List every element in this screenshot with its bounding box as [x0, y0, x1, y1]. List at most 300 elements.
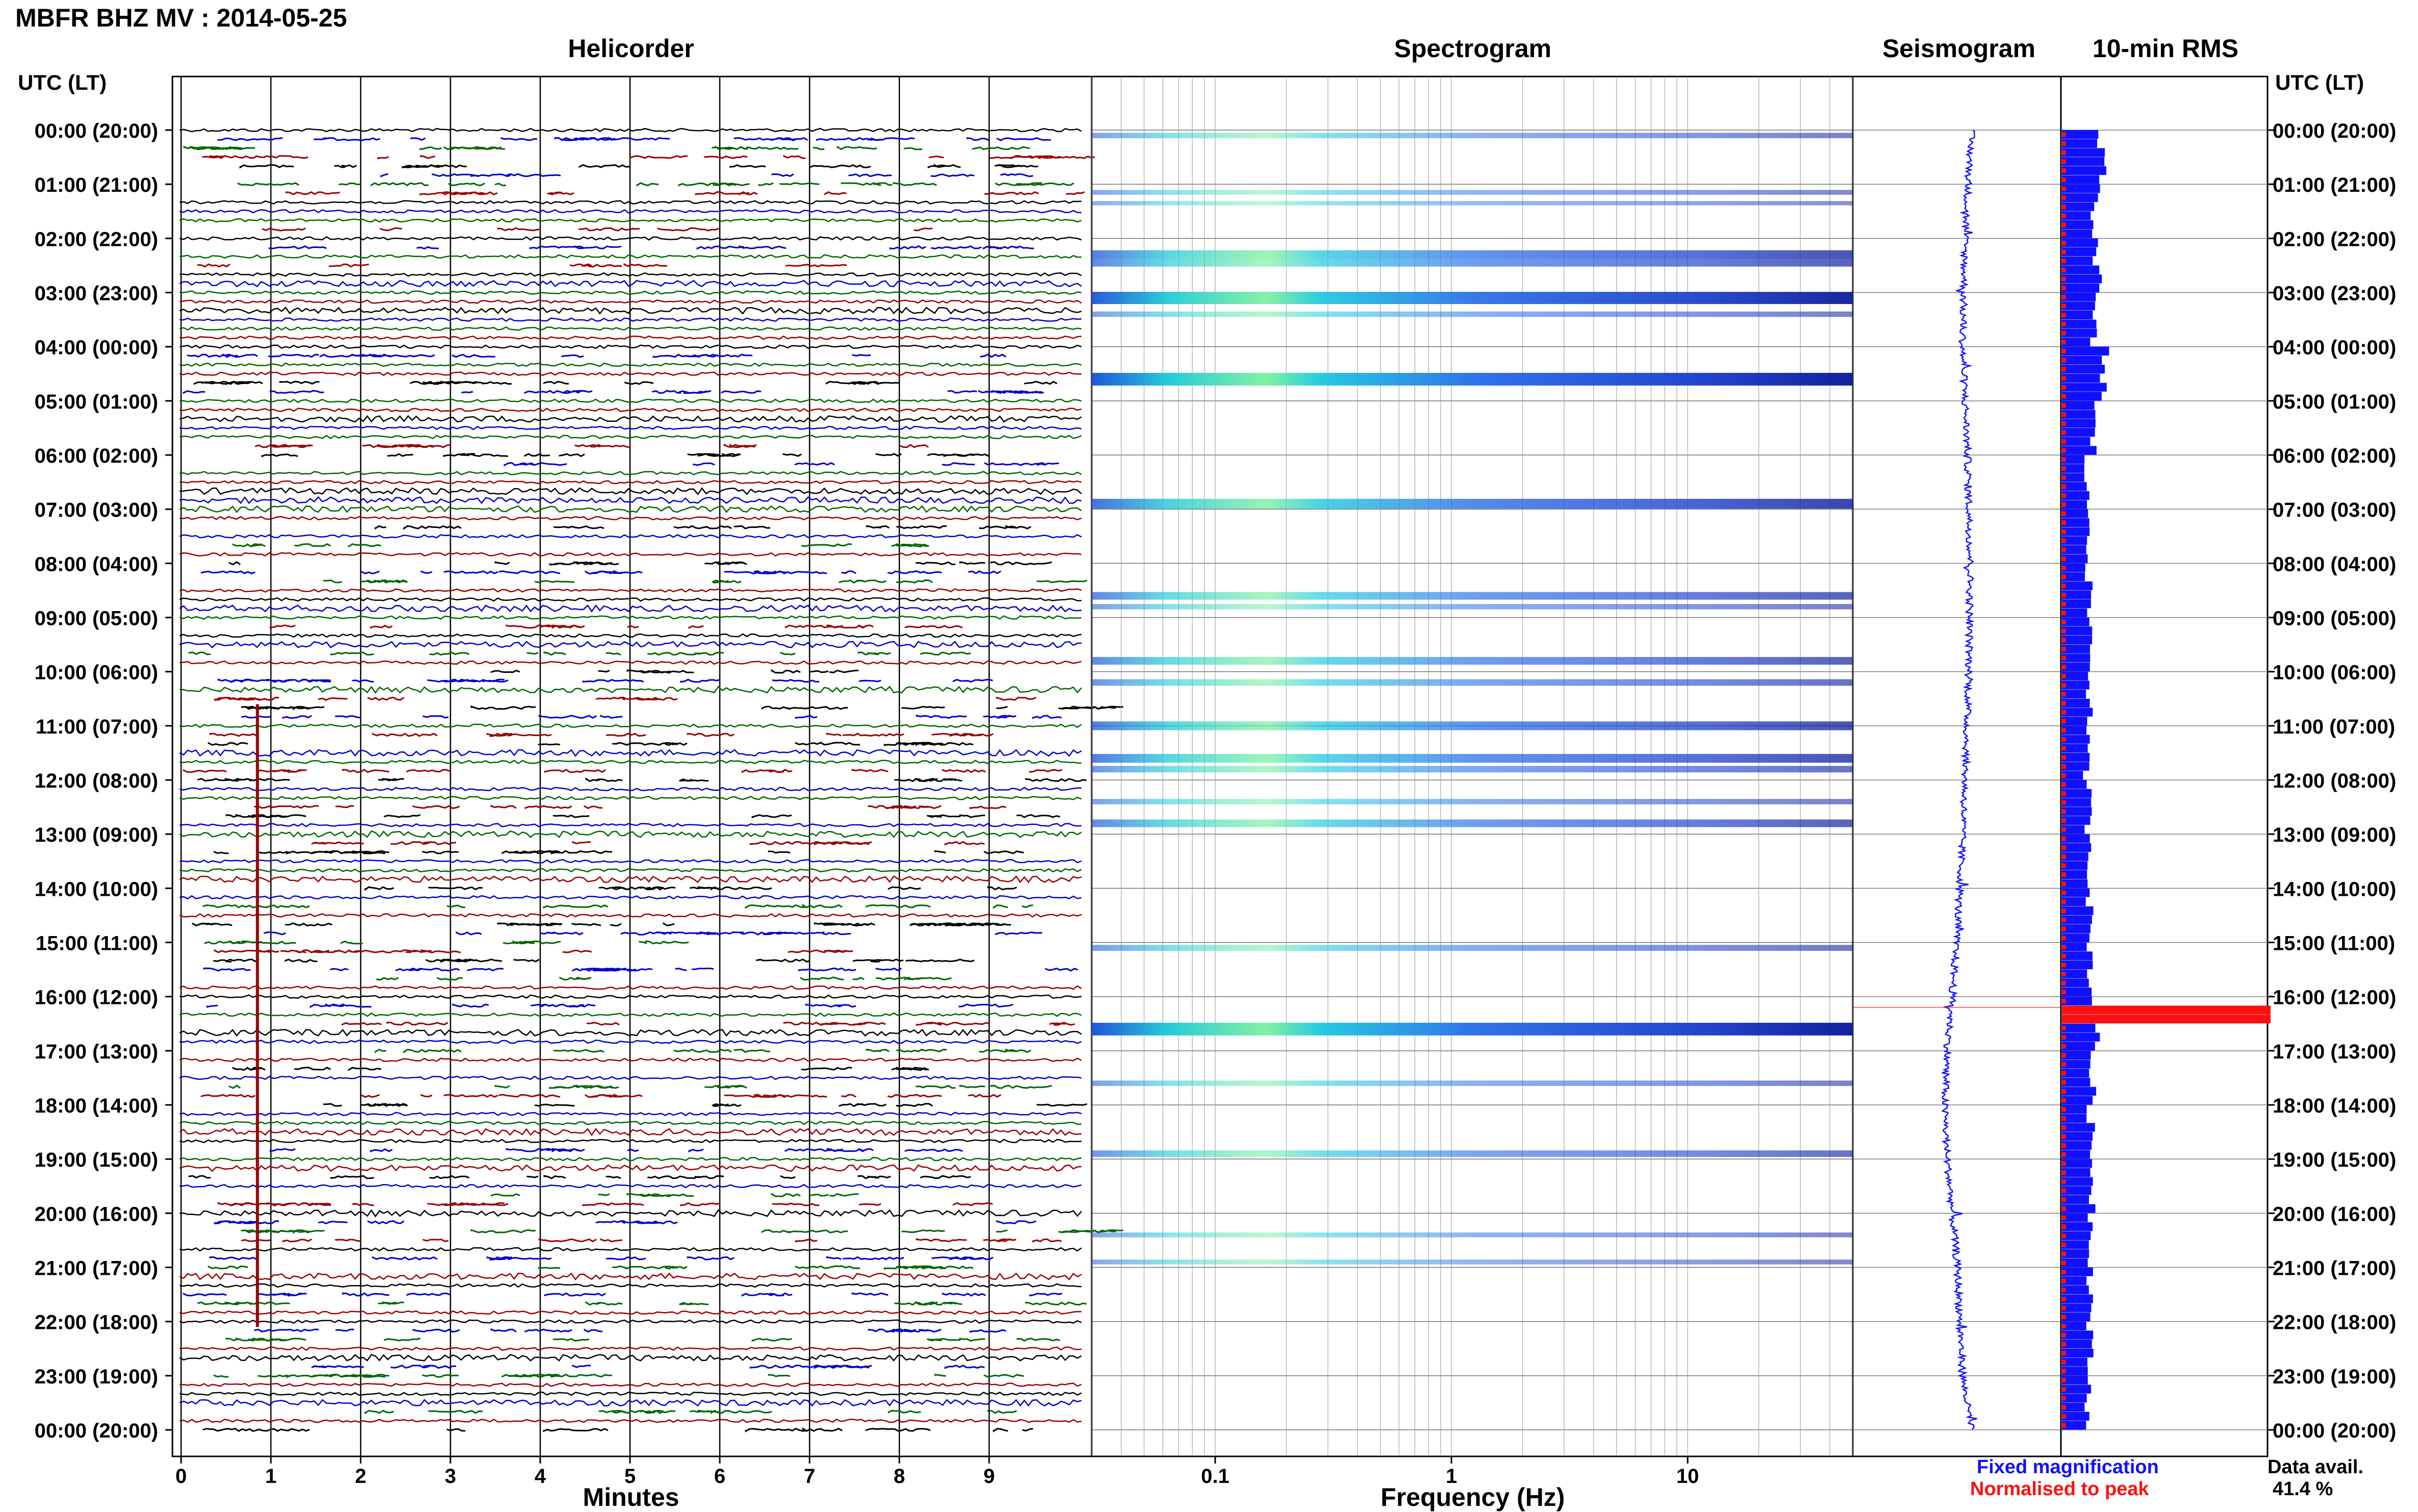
rms-normalised-bar: [2062, 1387, 2066, 1392]
seismogram-title: Seismogram: [1882, 34, 2036, 63]
utc-tick-right: 16:00 (12:00): [2273, 986, 2397, 1009]
helicorder-trace-segment: [449, 183, 485, 185]
rms-bar: [2062, 184, 2100, 193]
helicorder-trace-segment: [769, 1375, 790, 1376]
spectrogram-band: [1092, 312, 1853, 317]
helicorder-trace-segment: [799, 968, 856, 971]
helicorder-trace-segment: [269, 246, 326, 249]
helicorder-trace-segment: [674, 526, 732, 528]
rms-normalised-bar: [2062, 773, 2066, 778]
minute-tick-label: 3: [444, 1465, 457, 1488]
rms-normalised-bar: [2062, 1044, 2066, 1049]
rms-normalised-bar: [2062, 160, 2066, 164]
spectrogram-band: [1092, 679, 1853, 686]
helicorder-trace-segment: [371, 183, 429, 186]
rms-normalised-bar: [2062, 457, 2066, 462]
helicorder-trace-segment: [423, 851, 459, 853]
utc-tick-left: 01:00 (21:00): [34, 174, 158, 197]
helicorder-trace-segment: [786, 625, 843, 627]
helicorder-trace-segment: [853, 960, 903, 961]
rms-bar: [2062, 1340, 2092, 1348]
frequency-tick-label: 10: [1676, 1465, 1699, 1488]
helicorder-trace-segment: [499, 1095, 560, 1097]
utc-tick-right: 23:00 (19:00): [2273, 1365, 2397, 1388]
rms-bar: [2062, 130, 2098, 139]
rms-bar: [2062, 599, 2091, 608]
rms-normalised-bar: [2062, 421, 2066, 426]
helicorder-trace-segment: [674, 1049, 732, 1052]
helicorder-trace-segment: [860, 1204, 881, 1205]
rms-bar: [2062, 807, 2092, 816]
helicorder-trace-segment: [609, 138, 670, 140]
rms-bar: [2062, 166, 2106, 175]
rms-normalised-bar: [2062, 1405, 2066, 1409]
helicorder-trace-segment: [830, 1194, 859, 1196]
helicorder-trace-segment: [331, 652, 374, 655]
helicorder-trace-segment: [1026, 1302, 1087, 1304]
helicorder-trace-segment: [527, 653, 538, 654]
helicorder-trace-segment: [985, 463, 1046, 465]
helicorder-trace-segment: [280, 382, 319, 384]
helicorder-trace-segment: [1022, 1429, 1033, 1431]
spectrogram-band: [1092, 1080, 1853, 1086]
helicorder-trace-segment: [762, 1230, 791, 1232]
helicorder-trace-segment: [430, 1176, 469, 1178]
rms-bar: [2062, 789, 2092, 798]
rms-normalised-bar: [2062, 701, 2066, 705]
helicorder-trace-segment: [599, 670, 610, 672]
helicorder-trace-segment: [323, 138, 380, 140]
utc-tick-left: 00:00 (20:00): [34, 120, 158, 142]
utc-tick-left: 00:00 (20:00): [34, 1420, 158, 1442]
rms-bar: [2062, 1141, 2092, 1150]
helicorder-trace-segment: [843, 1257, 904, 1259]
rms-bar: [2062, 681, 2089, 689]
rms-bar: [2062, 247, 2096, 256]
rms-normalised-bar: [2062, 593, 2066, 597]
helicorder-trace-segment: [611, 924, 621, 926]
spectrogram-band: [1092, 1150, 1853, 1157]
rms-normalised-bar: [2062, 286, 2066, 290]
helicorder-trace-segment: [750, 1366, 790, 1368]
helicorder-trace-segment: [404, 1049, 461, 1052]
helicorder-trace-segment: [590, 562, 619, 564]
helicorder-trace-segment: [917, 1239, 967, 1242]
helicorder-trace-segment: [525, 1329, 572, 1332]
helicorder-trace-segment: [453, 1004, 489, 1007]
helicorder-trace-segment: [997, 707, 1008, 708]
rms-bar: [2062, 446, 2097, 455]
helicorder-trace-segment: [681, 1203, 720, 1205]
rms-bar: [2062, 1042, 2095, 1050]
helicorder-trace-segment: [560, 454, 585, 457]
rms-normalised-bar: [2062, 214, 2066, 218]
helicorder-trace-segment: [960, 815, 985, 817]
data-avail-label: Data avail.: [2268, 1456, 2363, 1478]
helicorder-trace-segment: [413, 1329, 460, 1332]
rms-normalised-bar: [2062, 692, 2066, 696]
utc-header-left: UTC (LT): [18, 70, 107, 94]
rms-normalised-bar: [2062, 1152, 2066, 1157]
rms-normalised-bar: [2062, 1279, 2066, 1283]
helicorder-trace-segment: [943, 1294, 986, 1296]
helicorder-trace-segment: [825, 192, 846, 194]
utc-tick-right: 22:00 (18:00): [2273, 1311, 2397, 1334]
helicorder-trace-segment: [897, 1049, 947, 1051]
helicorder-trace-segment: [452, 355, 495, 357]
helicorder-trace-segment: [495, 562, 510, 564]
helicorder-trace-segment: [914, 960, 974, 962]
helicorder-trace-segment: [795, 463, 835, 465]
helicorder-trace-segment: [420, 147, 442, 149]
spectrogram-band: [1092, 604, 1853, 610]
helicorder-trace-segment: [746, 1429, 807, 1431]
helicorder-trace-segment: [336, 716, 361, 718]
rms-bar: [2062, 518, 2089, 527]
helicorder-trace-segment: [773, 680, 819, 682]
rms-bar: [2062, 888, 2089, 897]
helicorder-trace-segment: [690, 888, 719, 889]
helicorder-trace-segment: [388, 454, 413, 456]
helicorder-trace-segment: [580, 165, 629, 167]
helicorder-trace-segment: [407, 770, 450, 772]
minute-tick-label: 9: [983, 1465, 995, 1488]
helicorder-trace-segment: [319, 698, 347, 700]
helicorder-trace-segment: [625, 382, 653, 384]
rms-normalised-bar: [2062, 881, 2066, 886]
rms-normalised-bar: [2062, 512, 2066, 516]
helicorder-trace-segment: [852, 1293, 888, 1295]
helicorder-trace-segment: [853, 978, 864, 979]
helicorder-trace-segment: [601, 716, 622, 718]
helicorder-trace-segment: [204, 968, 250, 971]
helicorder-trace-segment: [539, 716, 596, 718]
helicorder-trace-segment: [997, 138, 1051, 140]
helicorder-trace-segment: [876, 968, 901, 970]
helicorder-trace-segment: [889, 1410, 921, 1413]
utc-tick-right: 18:00 (14:00): [2273, 1095, 2397, 1117]
rms-normalised-bar: [2062, 854, 2066, 859]
rms-bar: [2062, 590, 2091, 599]
helicorder-trace-segment: [423, 1240, 448, 1242]
rms-bar: [2062, 961, 2093, 969]
helicorder-trace-segment: [814, 147, 824, 149]
rms-normalised-bar: [2062, 141, 2066, 146]
rms-normalised-bar: [2062, 638, 2066, 642]
rms-normalised-bar: [2062, 810, 2066, 814]
helicorder-trace-segment: [468, 969, 503, 971]
helicorder-trace-segment: [444, 454, 508, 457]
helicorder-trace-segment: [374, 355, 435, 357]
rms-bar: [2062, 175, 2099, 184]
helicorder-trace-segment: [260, 1429, 310, 1431]
helicorder-trace-segment: [286, 192, 340, 194]
legend-normalised-to-peak: Normalised to peak: [1970, 1478, 2149, 1500]
rms-normalised-bar: [2062, 1080, 2066, 1085]
rms-normalised-bar: [2062, 1306, 2066, 1311]
spectrogram-band: [1092, 201, 1853, 205]
helicorder-trace-segment: [544, 905, 608, 908]
helicorder-trace-segment: [997, 697, 1036, 700]
rms-normalised-bar: [2062, 827, 2066, 832]
rms-normalised-bar: [2062, 909, 2066, 913]
spectrogram-band: [1092, 259, 1853, 267]
rms-normalised-bar: [2062, 1243, 2066, 1247]
rms-normalised-bar: [2062, 710, 2066, 715]
utc-tick-right: 06:00 (02:00): [2273, 445, 2397, 467]
helicorder-trace-segment: [349, 1068, 381, 1070]
helicorder-trace-segment: [607, 1177, 621, 1178]
helicorder-trace-segment: [867, 526, 881, 527]
helicorder-trace-segment: [331, 969, 348, 971]
spectrogram-band: [1092, 373, 1853, 386]
helicorder-trace-segment: [420, 192, 485, 194]
rms-normalised-bar: [2062, 800, 2066, 805]
helicorder-trace-segment: [693, 463, 715, 465]
helicorder-title: Helicorder: [568, 34, 694, 63]
rms-normalised-bar: [2062, 530, 2066, 534]
helicorder-trace-segment: [258, 1375, 290, 1377]
rms-bar: [2062, 491, 2089, 500]
rms-normalised-bar: [2062, 656, 2066, 661]
helicorder-trace-segment: [407, 1293, 450, 1295]
spectrogram-band: [1092, 133, 1853, 138]
rms-bar: [2062, 816, 2090, 825]
helicorder-trace-segment: [385, 1339, 420, 1341]
helicorder-trace-segment: [730, 165, 766, 167]
helicorder-trace-segment: [969, 571, 1001, 573]
rms-normalised-bar: [2062, 1351, 2066, 1355]
helicorder-trace-segment: [996, 933, 1042, 935]
helicorder-trace-segment: [915, 229, 933, 231]
helicorder-trace-segment: [184, 391, 205, 393]
helicorder-trace-segment: [189, 1176, 211, 1178]
spectrogram-band: [1092, 1232, 1853, 1238]
helicorder-trace-segment: [331, 1176, 374, 1178]
helicorder-trace-segment: [935, 851, 946, 853]
helicorder-trace-segment: [324, 1104, 342, 1106]
helicorder-trace-segment: [985, 192, 1039, 195]
rms-bar: [2062, 915, 2092, 924]
helicorder-trace-segment: [189, 652, 211, 654]
rms-normalised-bar: [2062, 412, 2066, 417]
rms-normalised-bar: [2062, 313, 2066, 317]
rms-bar: [2062, 383, 2107, 391]
utc-tick-right: 15:00 (11:00): [2273, 932, 2396, 955]
helicorder-trace-segment: [917, 716, 967, 718]
rms-bar: [2062, 329, 2097, 337]
rms-bar: [2062, 284, 2099, 292]
rms-bar: [2062, 798, 2091, 807]
helicorder-trace-segment: [520, 463, 567, 465]
rms-bar: [2062, 220, 2093, 229]
helicorder-trace-segment: [830, 670, 859, 672]
helicorder-trace-segment: [583, 1203, 644, 1205]
rms-normalised-bar: [2062, 547, 2066, 552]
helicorder-trace-segment: [381, 174, 388, 177]
helicorder-trace-segment: [373, 1257, 437, 1260]
helicorder-trace-segment: [943, 463, 975, 465]
helicorder-trace-segment: [411, 138, 425, 140]
utc-tick-right: 00:00 (20:00): [2273, 1420, 2397, 1442]
helicorder-trace-segment: [607, 653, 621, 654]
utc-tick-right: 08:00 (04:00): [2273, 553, 2397, 576]
helicorder-trace-segment: [900, 445, 928, 447]
helicorder-trace-segment: [690, 1411, 719, 1412]
helicorder-trace-segment: [375, 526, 386, 528]
spectrogram-band: [1092, 190, 1853, 195]
helicorder-trace-segment: [525, 806, 572, 808]
rms-normalised-bar: [2062, 485, 2066, 489]
rms-bar: [2062, 636, 2092, 644]
helicorder-trace-segment: [1016, 246, 1034, 248]
rms-normalised-bar: [2062, 1143, 2066, 1148]
helicorder-trace-segment: [1022, 905, 1033, 907]
helicorder-trace-segment: [263, 228, 306, 231]
rms-bar: [2062, 356, 2102, 364]
rms-bar: [2062, 1015, 2271, 1023]
rms-normalised-bar: [2062, 475, 2066, 480]
helicorder-trace-segment: [525, 454, 550, 456]
helicorder-trace-segment: [553, 1339, 589, 1341]
helicorder-trace-segment: [491, 1329, 516, 1332]
utc-tick-left: 09:00 (05:00): [34, 607, 158, 630]
helicorder-trace-segment: [255, 1329, 319, 1331]
spectrogram-band: [1092, 754, 1853, 763]
rms-normalised-bar: [2062, 1224, 2066, 1229]
helicorder-trace-segment: [945, 842, 985, 844]
rms-normalised-bar: [2062, 972, 2066, 976]
rms-bar: [2062, 978, 2089, 987]
helicorder-trace-segment: [535, 1104, 574, 1106]
rms-bar: [2062, 1060, 2090, 1069]
helicorder-trace-segment: [371, 625, 392, 627]
helicorder-trace-segment: [905, 626, 963, 628]
helicorder-trace-segment: [822, 933, 851, 935]
helicorder-trace-segment: [866, 905, 930, 908]
helicorder-trace-segment: [587, 1023, 619, 1025]
data-avail-value: 41.4 %: [2273, 1478, 2333, 1500]
rms-bar: [2062, 1295, 2093, 1303]
rms-bar: [2062, 311, 2093, 319]
helicorder-trace-segment: [514, 960, 539, 962]
rms-bar: [2062, 1385, 2091, 1394]
rms-bar: [2062, 906, 2094, 915]
helicorder-trace-segment: [796, 1240, 817, 1242]
helicorder-trace-segment: [404, 526, 461, 528]
helicorder-trace-segment: [985, 851, 1024, 853]
helicorder-trace-segment: [842, 1095, 856, 1097]
rms-bar: [2062, 428, 2095, 437]
helicorder-trace-segment: [545, 770, 606, 772]
rms-normalised-bar: [2062, 232, 2066, 236]
utc-tick-left: 08:00 (04:00): [34, 553, 158, 576]
rms-normalised-bar: [2062, 1116, 2066, 1121]
utc-tick-right: 02:00 (22:00): [2273, 228, 2397, 251]
rms-normalised-bar: [2062, 1026, 2066, 1030]
helicorder-trace-segment: [929, 156, 944, 158]
rms-normalised-bar: [2062, 132, 2066, 137]
utc-tick-right: 11:00 (07:00): [2273, 715, 2396, 738]
helicorder-trace-segment: [375, 1049, 386, 1052]
rms-bar: [2062, 1222, 2093, 1231]
utc-tick-right: 21:00 (17:00): [2273, 1257, 2397, 1280]
helicorder-trace-segment: [572, 924, 601, 925]
helicorder-trace-segment: [741, 147, 798, 149]
rms-bar: [2062, 1150, 2090, 1158]
helicorder-trace-segment: [888, 1095, 942, 1097]
rms-normalised-bar: [2062, 1189, 2066, 1193]
rms-bar: [2062, 301, 2095, 310]
rms-normalised-bar: [2062, 620, 2066, 624]
rms-normalised-bar: [2062, 403, 2066, 408]
helicorder-trace-segment: [205, 941, 241, 944]
helicorder-trace-segment: [853, 355, 871, 356]
helicorder-trace-segment: [860, 681, 881, 682]
helicorder-trace-segment: [240, 165, 294, 168]
helicorder-trace-segment: [471, 1230, 536, 1232]
helicorder-trace-segment: [341, 941, 352, 943]
rms-bar: [2062, 320, 2097, 329]
helicorder-trace-segment: [270, 1149, 295, 1151]
rms-normalised-bar: [2062, 990, 2066, 994]
helicorder-trace-segment: [931, 174, 974, 177]
rms-bar: [2062, 230, 2092, 238]
rms-bar: [2062, 924, 2090, 933]
helicorder-trace-segment: [599, 1194, 610, 1196]
helicorder-trace-segment: [742, 1293, 792, 1296]
spectrogram-band: [1092, 592, 1853, 600]
helicorder-trace-segment: [547, 933, 583, 935]
frequency-tick-label: 0.1: [1201, 1465, 1229, 1488]
helicorder-trace-segment: [664, 923, 674, 925]
helicorder-trace-segment: [270, 625, 295, 628]
utc-tick-right: 01:00 (21:00): [2273, 174, 2397, 197]
rms-normalised-bar: [2062, 647, 2066, 651]
rms-bar: [2062, 437, 2090, 446]
helicorder-trace-segment: [283, 1239, 312, 1242]
rms-bar: [2062, 1303, 2092, 1312]
helicorder-trace-segment: [773, 1203, 819, 1205]
rms-normalised-bar: [2062, 918, 2066, 922]
helicorder-trace-segment: [373, 734, 437, 736]
helicorder-trace-segment: [312, 843, 326, 844]
helicorder-trace-segment: [226, 815, 241, 817]
rms-normalised-bar: [2062, 1035, 2066, 1040]
rms-normalised-bar: [2062, 178, 2066, 182]
helicorder-trace-segment: [916, 1086, 955, 1088]
rms-normalised-bar: [2062, 746, 2066, 751]
helicorder-trace-segment: [378, 157, 389, 159]
spectrogram-band: [1092, 819, 1853, 827]
helicorder-trace-segment: [827, 1257, 841, 1259]
helicorder-trace-segment: [1067, 192, 1085, 194]
utc-tick-left: 13:00 (09:00): [34, 824, 158, 847]
utc-tick-left: 04:00 (00:00): [34, 336, 158, 359]
rms-normalised-bar: [2062, 322, 2066, 326]
helicorder-trace-segment: [573, 1366, 591, 1367]
rms-normalised-bar: [2062, 1206, 2066, 1211]
helicorder-trace-segment: [902, 707, 945, 709]
helicorder-trace-segment: [906, 961, 917, 962]
utc-tick-left: 14:00 (10:00): [34, 878, 158, 901]
rms-bar: [2062, 708, 2093, 716]
rms-normalised-bar: [2062, 728, 2066, 733]
helicorder-trace-segment: [597, 779, 622, 782]
helicorder-trace-segment: [509, 1258, 551, 1259]
helicorder-trace-segment: [336, 1240, 361, 1241]
utc-tick-left: 22:00 (18:00): [34, 1311, 158, 1334]
